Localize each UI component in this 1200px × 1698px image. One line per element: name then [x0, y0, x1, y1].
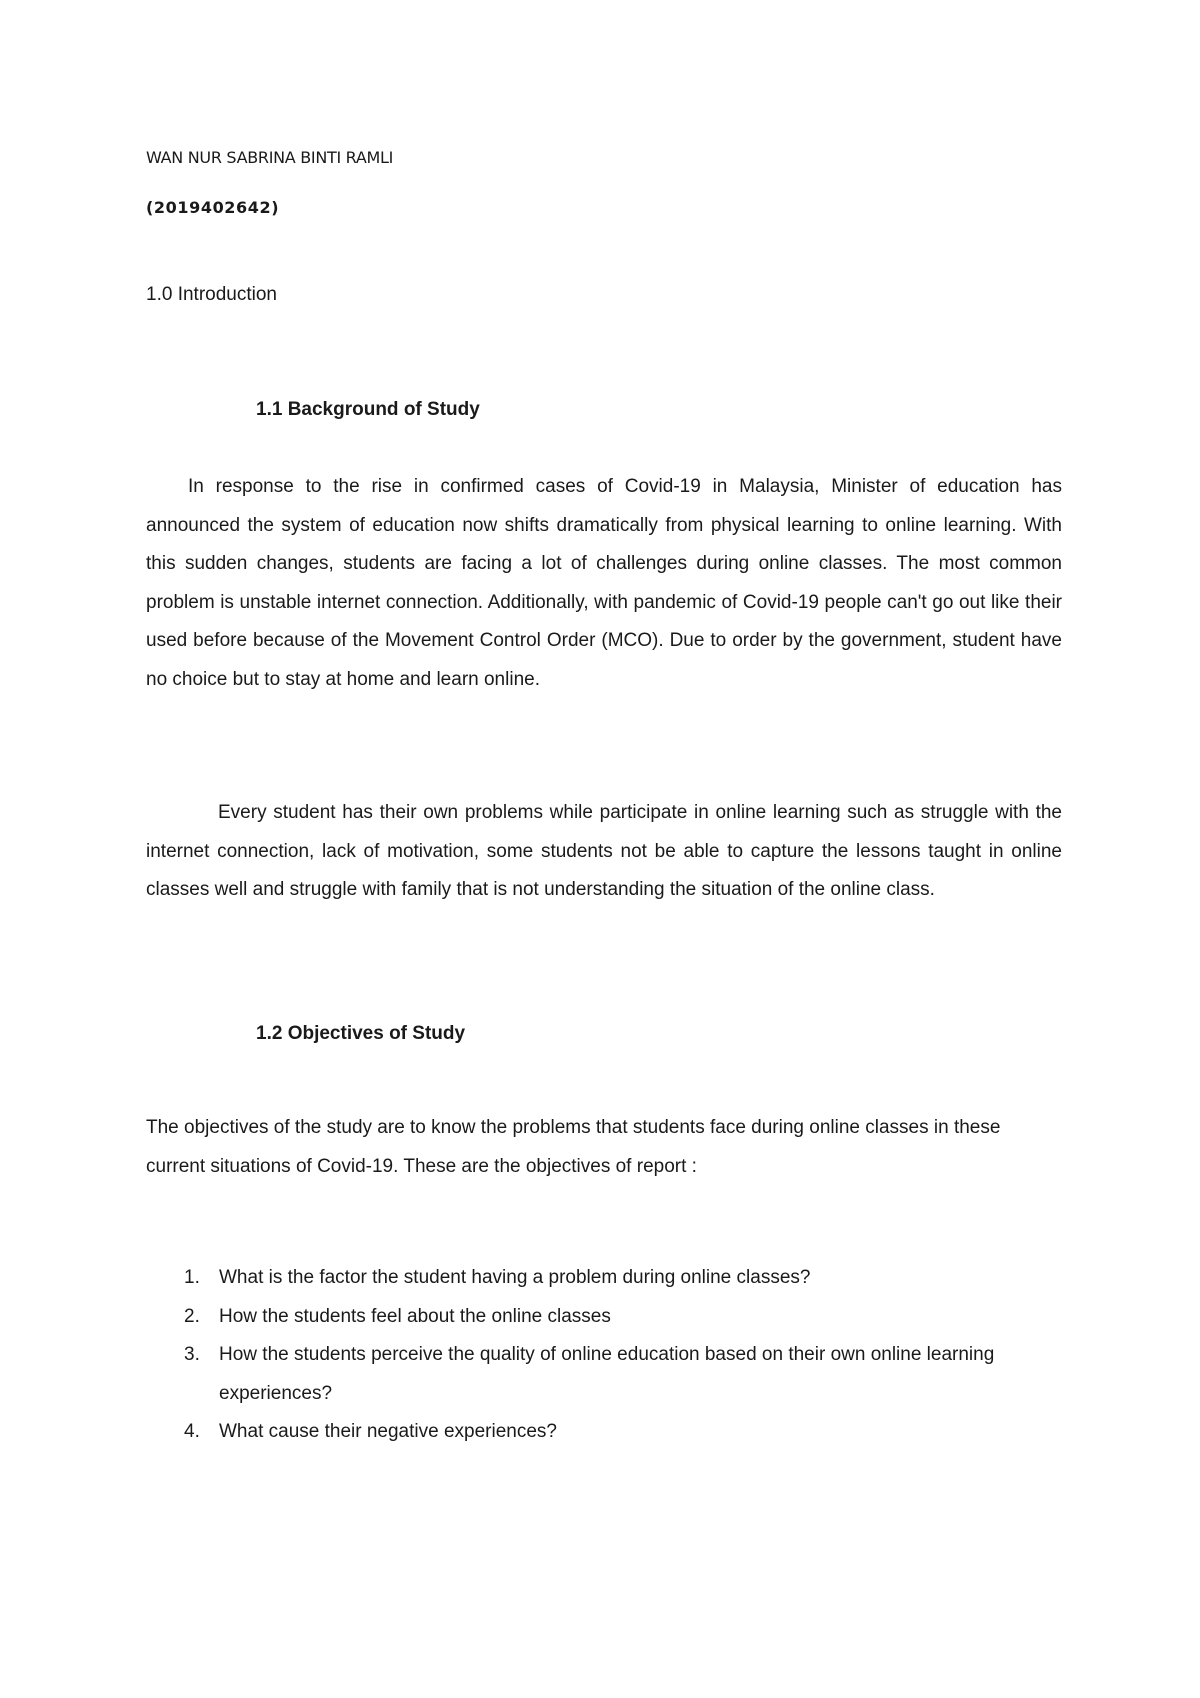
objective-item	[146, 1413, 1066, 1452]
author-name: WAN NUR SABRINA BINTI RAMLI	[146, 148, 394, 167]
background-heading: 1.1 Background of Study	[256, 399, 480, 420]
objective-text: How the students feel about the online classes	[219, 1305, 611, 1327]
objective-text: How the students perceive the quality of online education based on their own online learning experiences?	[219, 1344, 995, 1404]
student-id: (2019402642)	[146, 198, 280, 217]
background-paragraph-1: In response to the rise in confirmed cases of Covid-19 in Malaysia, Minister of education has announced the system of education now shifts dramatically from physical learning to online learning. With this sudden changes, students are facing a lot of challenges during online classes. The most common problem is unstable internet connection. Additionally, with pandemic of Covid-19 people can't go out like their used before because of the Movement Control Order (MCO). Due to order by the government, student have no choice but to stay at home and learn online.	[146, 476, 1062, 690]
objective-number: 3.	[184, 1344, 200, 1365]
objectives-list	[146, 1259, 1066, 1452]
objective-text: What cause their negative experiences?	[219, 1421, 557, 1442]
objective-item	[146, 1336, 1066, 1413]
objective-text: What is the factor the student having a problem during online classes?	[219, 1267, 811, 1288]
objective-number: 4.	[184, 1421, 200, 1442]
section-title: 1.0 Introduction	[146, 284, 277, 305]
objectives-heading: 1.2 Objectives of Study	[256, 1023, 466, 1044]
objective-item	[146, 1298, 1066, 1337]
background-paragraph-2: Every student has their own problems while participate in online learning such as struggle with the internet connection, lack of motivation, some students not be able to capture the lessons taught in online classes well and struggle with family that is not understanding the situation of the online class.	[146, 802, 1062, 900]
objective-number: 2.	[184, 1305, 200, 1327]
objective-number: 1.	[184, 1267, 200, 1288]
objectives-intro: The objectives of the study are to know the problems that students face during online classes in these current situations of Covid-19. These are the objectives of report :	[146, 1117, 1001, 1177]
objective-item	[146, 1259, 1066, 1298]
